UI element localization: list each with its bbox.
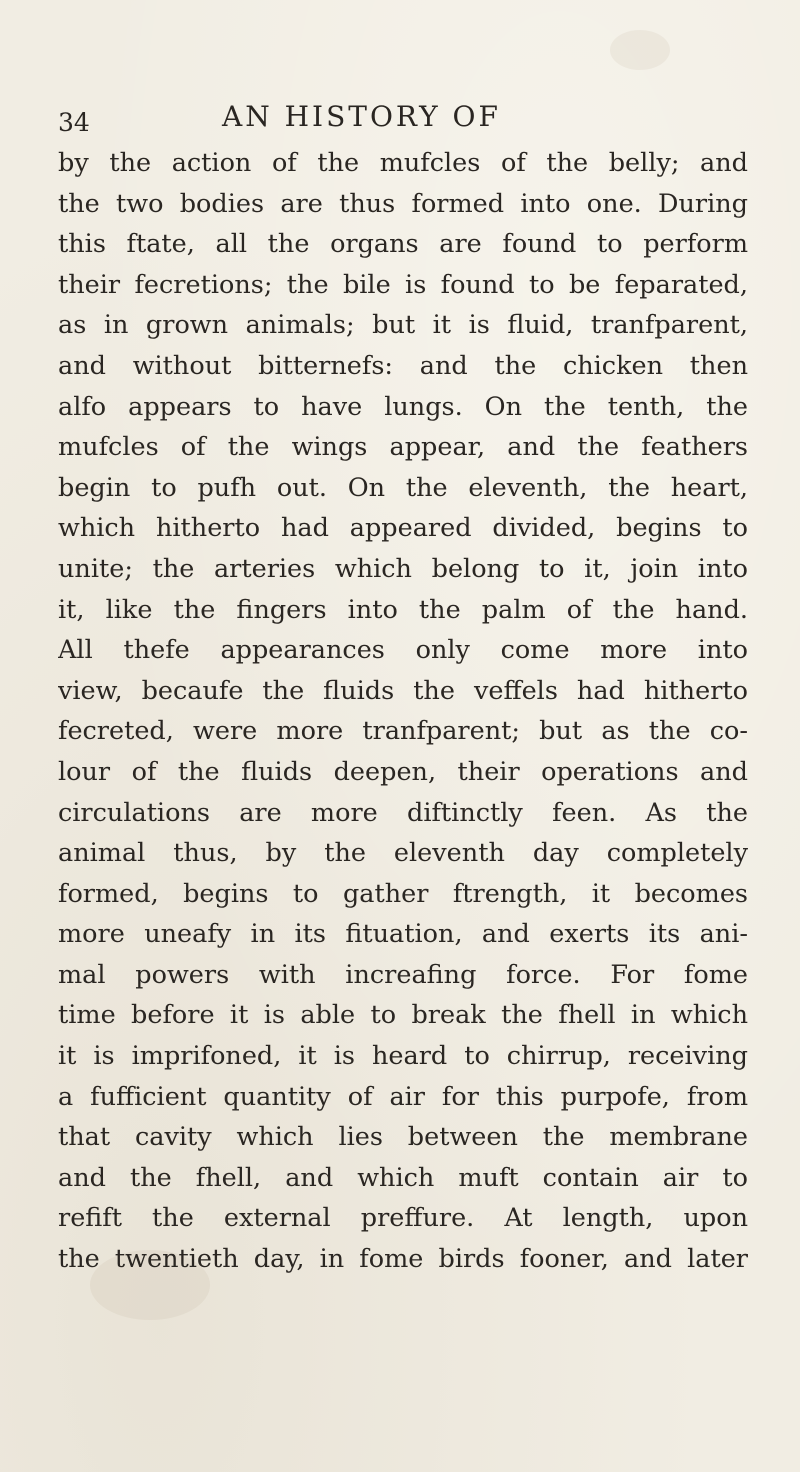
text-line: that cavity which lies between the membrane (58, 1122, 748, 1153)
text-line: a fufficient quantity of air for this purpofe, from (58, 1081, 748, 1112)
text-line: time before it is able to break the fhell in which (58, 1000, 748, 1031)
text-line: All thefe appearances only come more into (58, 635, 748, 666)
text-line: mal powers with increafing force. For fome (58, 959, 748, 990)
text-line: formed, begins to gather ftrength, it becomes (58, 878, 748, 909)
text-line: mufcles of the wings appear, and the feathers (58, 432, 748, 463)
page-header (58, 100, 698, 140)
text-line: by the action of the mufcles of the belly; and (58, 148, 748, 178)
text-line: begin to pufh out. On the eleventh, the heart, (58, 472, 748, 503)
text-line: the two bodies are thus formed into one. During (58, 188, 748, 219)
text-line: lour of the fluids deepen, their operations and (58, 756, 748, 787)
text-line: it, like the fingers into the palm of the hand. (58, 594, 748, 625)
text-line: unite; the arteries which belong to it, join into (58, 553, 748, 584)
paper-stain (610, 30, 670, 70)
text-line: alfo appears to have lungs. On the tenth, the (58, 391, 748, 422)
text-line: fecreted, were more tranfparent; but as the co- (58, 716, 748, 747)
page-number: 34 (58, 108, 90, 137)
text-line: view, becaufe the fluids the veffels had hitherto (58, 675, 748, 706)
text-line: and without bitternefs: and the chicken then (58, 350, 748, 381)
text-line: refift the external preffure. At length, upon (58, 1203, 748, 1234)
text-line: which hitherto had appeared divided, begins to (58, 513, 748, 544)
text-line: the twentieth day, in fome birds fooner, and later (58, 1244, 748, 1275)
text-line: and the fhell, and which muft contain air to (58, 1162, 748, 1193)
text-line: this ftate, all the organs are found to perform (58, 229, 748, 260)
text-line: as in grown animals; but it is fluid, tranfparent, (58, 310, 748, 341)
body-text (58, 143, 748, 1280)
text-line: their fecretions; the bile is found to be feparated, (58, 269, 748, 300)
text-line: more uneafy in its fituation, and exerts its ani- (58, 919, 748, 950)
text-line: circulations are more diftinctly feen. As the (58, 797, 748, 828)
text-line: animal thus, by the eleventh day completely (58, 838, 748, 869)
running-title: AN HISTORY OF (222, 100, 501, 133)
text-line: it is imprifoned, it is heard to chirrup, receiving (58, 1041, 748, 1072)
